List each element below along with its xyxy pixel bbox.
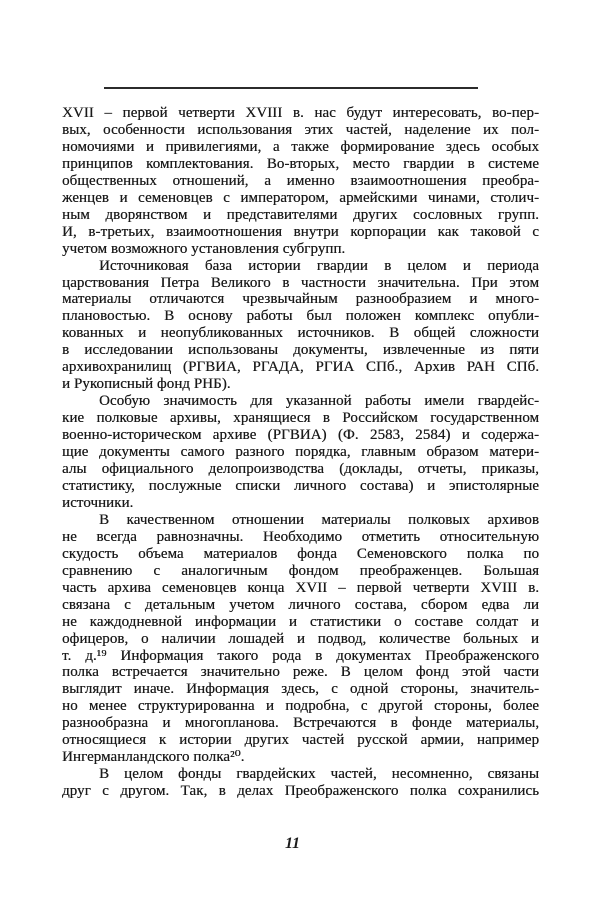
text-line: номочиями и привилегиями, а также формирование здесь особых (62, 138, 539, 155)
text-line: общественных отношений, а именно взаимоотношения преобра- (62, 172, 539, 189)
text-line: т. д.¹⁹ Информация такого рода в документах Преображенского (62, 647, 539, 664)
text-line: не всегда равнозначны. Необходимо отметить относительную (62, 528, 539, 545)
text-line: источники. (62, 494, 134, 511)
text-line: ным дворянством и представителями других сословных групп. (62, 206, 539, 223)
text-block (62, 105, 539, 800)
text-line: учетом возможного установления субгрупп. (62, 240, 346, 257)
text-line: кие полковые архивы, хранящиеся в Российском государственном (62, 410, 539, 427)
page-number: 11 (284, 835, 301, 852)
text-line: выглядит иначе. Информация здесь, с одной стороны, значитель- (62, 681, 539, 698)
paragraph (62, 105, 539, 258)
text-line: статистику, послужные списки личного состава) и эпистолярные (62, 477, 539, 494)
text-line: В целом фонды гвардейских частей, несомненно, связаны (99, 766, 539, 783)
text-line: плановостью. В основу работы был положен комплекс опубли- (62, 308, 539, 325)
text-line: сравнению с аналогичным фондом преображенцев. Большая (62, 562, 539, 579)
text-line: военно-историческом архиве (РГВИА) (Ф. 2583, 2584) и содержа- (62, 427, 539, 444)
text-line: царствования Петра Великого в частности значительна. При этом (62, 274, 539, 291)
text-line: В качественном отношении материалы полковых архивов (99, 511, 539, 528)
paragraph (62, 393, 539, 512)
text-line: кованных и неопубликованных источников. В общей сложности (62, 325, 539, 342)
text-line: офицеров, о наличии лошадей и подвод, количестве больных и (62, 630, 539, 647)
paragraph (62, 766, 539, 800)
text-line: часть архива семеновцев конца XVII – первой четверти XVIII в. (62, 579, 539, 596)
separator-rule (104, 87, 478, 89)
text-line: полка встречается значительно реже. В целом фонд этой части (62, 664, 539, 681)
text-line: И, в-третьих, взаимоотношения внутри корпорации как таковой с (62, 223, 539, 240)
text-line: и Рукописный фонд РНБ). (62, 376, 231, 393)
paragraph (62, 512, 539, 766)
text-line: Особую значимость для указанной работы имели гвардейс- (99, 393, 539, 410)
text-line: не каждодневной информации и статистики о составе солдат и (62, 613, 539, 630)
text-line: Ингерманландского полка²⁰. (62, 749, 245, 766)
text-line: вых, особенности использования этих частей, наделение их пол- (62, 121, 539, 138)
text-line: алы официального делопроизводства (доклады, отчеты, приказы, (62, 461, 539, 478)
text-line: относящиеся к истории других частей русской армии, например (62, 732, 539, 749)
text-line: принципов комплектования. Во-вторых, место гвардии в системе (62, 155, 539, 172)
text-line: щие документы самого разного порядка, главным образом матери- (62, 444, 539, 461)
text-line: архивохранилищ (РГВИА, РГАДА, РГИА СПб., Архив РАН СПб. (62, 359, 539, 376)
text-line: Источниковая база истории гвардии в целом и периода (99, 257, 539, 274)
text-line: женцев и семеновцев с императором, армейскими чинами, столич- (62, 189, 539, 206)
paragraph (62, 258, 539, 394)
text-line: скудость объема материалов фонда Семеновского полка по (62, 545, 539, 562)
text-line: связана с детальным учетом личного состава, сбором едва ли (62, 596, 539, 613)
text-line: разнообразна и многопланова. Встречаются в фонде материалы, (62, 715, 539, 732)
text-line: XVII – первой четверти XVIII в. нас будут интересовать, во-пер- (62, 105, 539, 121)
text-line: в исследовании использованы документы, извлеченные из пяти (62, 342, 539, 359)
text-line: но менее структурированна и подробна, с другой стороны, более (62, 698, 539, 715)
text-line: друг с другом. Так, в делах Преображенского полка сохранились (62, 783, 539, 800)
text-line: материалы отличаются чрезвычайным разнообразием и много- (62, 291, 539, 308)
